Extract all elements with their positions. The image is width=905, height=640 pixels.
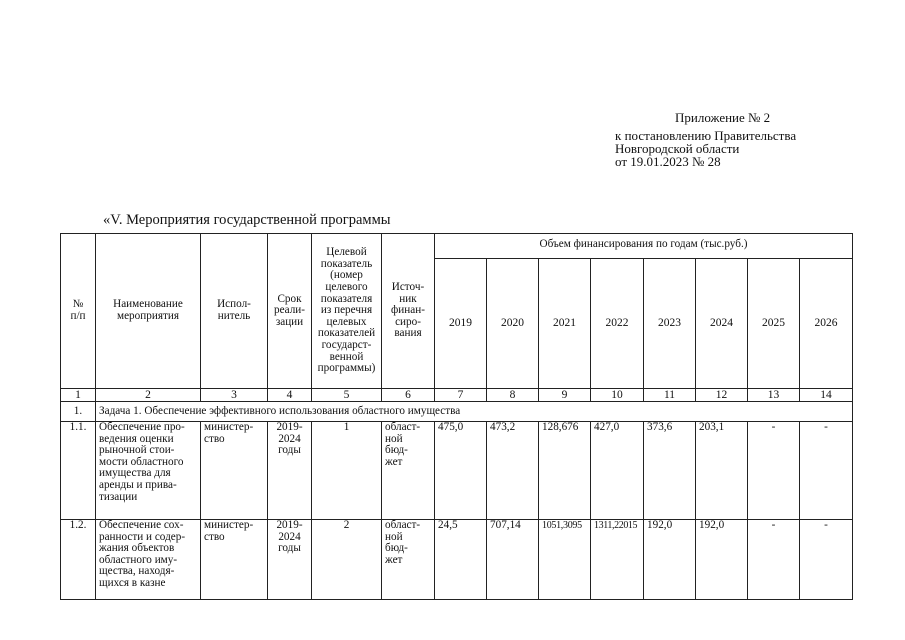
header-year: 2023 [644,259,696,389]
header-year: 2022 [591,259,644,389]
row-indicator: 1 [312,422,382,520]
header-name: Наименование мероприятия [96,234,201,389]
appendix-line-3: от 19.01.2023 № 28 [615,154,721,169]
column-number: 3 [201,389,268,402]
section-title: «V. Мероприятия государственной программы [103,212,391,228]
appendix-line-2: Новгородской области [615,141,740,156]
row-value: - [800,422,853,520]
column-number: 1 [61,389,96,402]
row-value: 192,0 [696,520,748,600]
appendix-line-1: к постановлению Правительства [615,128,797,143]
row-value: 1051,3095 [539,520,591,600]
row-value: - [748,520,800,600]
task-num: 1. [61,402,96,422]
row-source: област- ной бюд- жет [382,422,435,520]
column-number: 6 [382,389,435,402]
row-term: 2019- 2024 годы [268,422,312,520]
row-value: 473,2 [487,422,539,520]
row-value: 203,1 [696,422,748,520]
row-executor: министер- ство [201,520,268,600]
header-indicator: Целевой показатель (номер целевого показателя из перечня целевых показателей государст- венной программы) [312,234,382,389]
header-year: 2020 [487,259,539,389]
row-executor: министер- ство [201,422,268,520]
column-number: 2 [96,389,201,402]
row-term: 2019- 2024 годы [268,520,312,600]
column-number-row [61,389,853,402]
row-num: 1.2. [61,520,96,600]
row-value: 128,676 [539,422,591,520]
table-row [61,520,853,600]
column-number: 14 [800,389,853,402]
appendix-block [615,111,875,168]
column-number: 7 [435,389,487,402]
row-name: Обеспечение про- ведения оценки рыночной стои- мости областного имущества для аренды и прива- тизации [96,422,201,520]
row-value: - [800,520,853,600]
table-row [61,422,853,520]
header-term: Срок реали- зации [268,234,312,389]
column-number: 10 [591,389,644,402]
header-year: 2025 [748,259,800,389]
header-funding: Объем финансирования по годам (тыс.руб.) [435,234,853,259]
row-value: 373,6 [644,422,696,520]
header-num: № п/п [61,234,96,389]
header-year: 2019 [435,259,487,389]
appendix-title: Приложение № 2 [675,110,771,125]
row-num: 1.1. [61,422,96,520]
program-table [60,233,853,600]
row-value: 427,0 [591,422,644,520]
column-number: 8 [487,389,539,402]
row-indicator: 2 [312,520,382,600]
task-row [61,402,853,422]
column-number: 9 [539,389,591,402]
header-source: Источ- ник финан- сиро- вания [382,234,435,389]
header-year: 2024 [696,259,748,389]
row-source: област- ной бюд- жет [382,520,435,600]
column-number: 4 [268,389,312,402]
row-value: - [748,422,800,520]
task-label: Задача 1. Обеспечение эффективного использования областного имущества [96,402,853,422]
row-value: 192,0 [644,520,696,600]
header-year: 2021 [539,259,591,389]
column-number: 13 [748,389,800,402]
row-value: 475,0 [435,422,487,520]
column-number: 11 [644,389,696,402]
row-value: 24,5 [435,520,487,600]
row-value: 707,14 [487,520,539,600]
column-number: 12 [696,389,748,402]
header-executor: Испол- нитель [201,234,268,389]
column-number: 5 [312,389,382,402]
row-value: 1311,22015 [591,520,644,600]
header-year: 2026 [800,259,853,389]
row-name: Обеспечение сох- ранности и содер- жания объектов областного иму- щества, находя- щихся в казне [96,520,201,600]
